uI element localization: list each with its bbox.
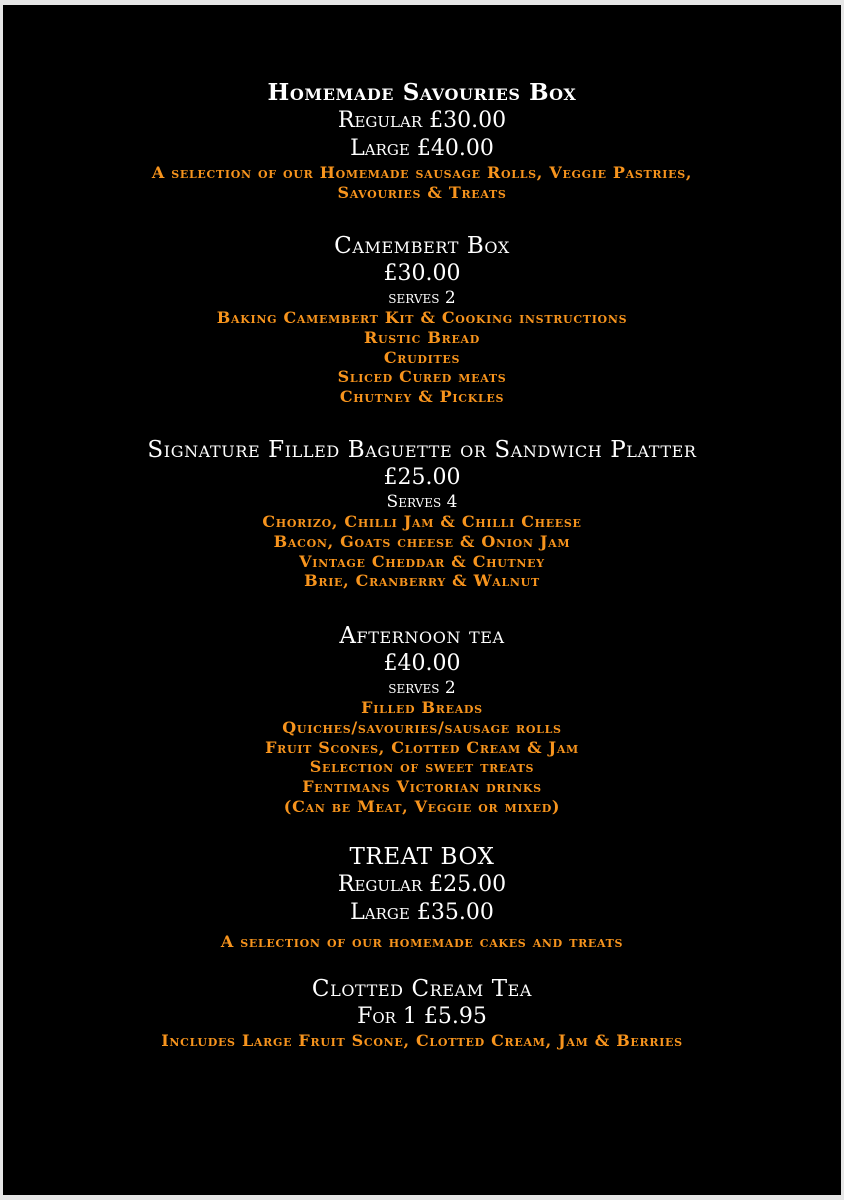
serves-label: serves 2 — [388, 678, 456, 698]
price: £25.00 — [383, 465, 461, 490]
description-line: Quiches/savouries/sausage rolls — [282, 717, 562, 737]
description-line: Baking Camembert Kit & Cooking instructions — [216, 308, 628, 327]
description-line: Vintage Cheddar & Chutney — [299, 551, 545, 571]
description-line: Includes Large Fruit Scone, Clotted Cream, Jam & Berries — [161, 1031, 683, 1050]
description-line: (Can be Meat, Veggie or mixed) — [283, 796, 561, 816]
menu-section-camembert-box — [3, 232, 841, 407]
menu-section-clotted-cream-tea — [3, 975, 841, 1051]
description-line: A selection of our Homemade sausage Rolls, Veggie Pastries, — [151, 163, 693, 182]
menu-section-sandwich-platter — [3, 436, 841, 591]
description-line: Brie, Cranberry & Walnut — [304, 571, 540, 591]
menu-section-afternoon-tea — [3, 622, 841, 817]
serves-label: Serves 4 — [386, 492, 458, 512]
menu-section-treat-box — [3, 843, 841, 952]
price-regular: Regular £30.00 — [337, 108, 507, 133]
description-line: Crudites — [383, 347, 461, 367]
section-title: TREAT BOX — [349, 844, 495, 870]
price-large: Large £35.00 — [350, 900, 494, 925]
description-line: A selection of our homemade cakes and treats — [220, 932, 624, 951]
description-line: Rustic Bread — [363, 327, 480, 347]
description-line: Fentimans Victorian drinks — [302, 777, 542, 797]
price-large: Large £40.00 — [350, 136, 494, 161]
description-line: Bacon, Goats cheese & Onion Jam — [273, 531, 571, 551]
menu-section-savouries-box — [3, 79, 841, 203]
section-title: Afternoon tea — [339, 623, 505, 649]
description-line: Chorizo, Chilli Jam & Chilli Cheese — [262, 512, 582, 531]
price-regular: Regular £25.00 — [337, 872, 507, 897]
price: £30.00 — [383, 261, 461, 286]
menu-page — [3, 5, 841, 1195]
section-title: Camembert Box — [334, 233, 510, 259]
price: For 1 £5.95 — [357, 1004, 487, 1029]
section-title: Signature Filled Baguette or Sandwich Platter — [147, 437, 697, 463]
description-line: Savouries & Treats — [337, 182, 507, 202]
description-line: Filled Breads — [361, 698, 483, 717]
description-line: Fruit Scones, Clotted Cream & Jam — [265, 737, 579, 757]
description-line: Selection of sweet treats — [309, 757, 535, 777]
description-line: Sliced Cured meats — [337, 367, 507, 387]
section-title: Homemade Savouries Box — [267, 79, 577, 106]
serves-label: serves 2 — [388, 288, 456, 308]
price: £40.00 — [383, 651, 461, 676]
description-line: Chutney & Pickles — [339, 387, 505, 407]
section-title: Clotted Cream Tea — [311, 976, 533, 1002]
